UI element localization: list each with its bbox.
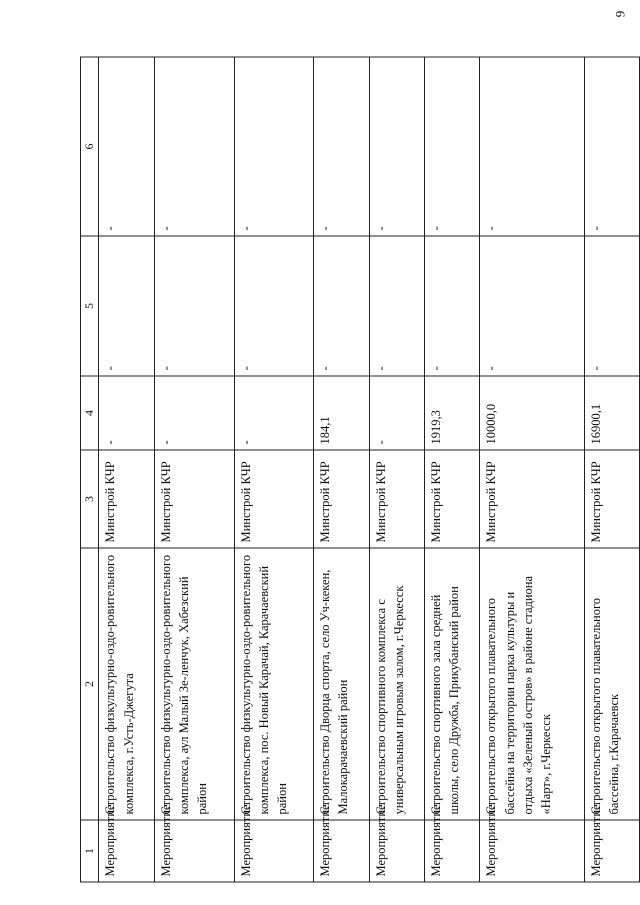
row-org: Минстрой КЧР (234, 450, 314, 548)
row-value-4: - (369, 376, 424, 450)
row-type: Мероприятие (584, 820, 640, 882)
row-name: Строительство спортивного зала средней школы, село Дружба, Прикубанский район (425, 548, 480, 820)
row-name: Строительство открытого плавательного бассейна на территории парка культуры и отдыха «Зеленый остров» в районе стадиона «Нарт», г.Черкесск (480, 548, 584, 820)
row-value-6: - (234, 57, 314, 236)
row-type: Мероприятие (234, 820, 314, 882)
table-row (99, 57, 154, 882)
table-row (234, 57, 314, 882)
table-row (369, 57, 424, 882)
row-org: Минстрой КЧР (369, 450, 424, 548)
row-name: Строительство физкультурно-оздо-ровительного комплекса, пос. Новый Карачай, Карачаевский район (234, 548, 314, 820)
row-type: Мероприятие (314, 820, 369, 882)
column-header: 4 (81, 376, 99, 450)
table-row (480, 57, 584, 882)
row-type: Мероприятие (154, 820, 234, 882)
row-value-4: - (234, 376, 314, 450)
row-value-6: - (314, 57, 369, 236)
row-type: Мероприятие (369, 820, 424, 882)
row-org: Минстрой КЧР (425, 450, 480, 548)
row-name: Строительство физкультурно-оздо-ровительного комплекса, г.Усть-Джегута (99, 548, 154, 820)
row-value-5: - (314, 236, 369, 376)
column-header: 1 (81, 820, 99, 882)
row-value-4: 1919,3 (425, 376, 480, 450)
row-name: Строительство спортивного комплекса с универсальным игровым залом, г.Черкесск (369, 548, 424, 820)
column-header: 6 (81, 57, 99, 236)
row-value-5: - (154, 236, 234, 376)
row-type: Мероприятие (480, 820, 584, 882)
row-name: Строительство открытого плавательного бассейна, г.Карачаевск (584, 548, 640, 820)
row-org: Минстрой КЧР (154, 450, 234, 548)
table-row (154, 57, 234, 882)
row-value-4: - (99, 376, 154, 450)
row-value-4: 184,1 (314, 376, 369, 450)
row-value-5: - (99, 236, 154, 376)
row-value-5: - (369, 236, 424, 376)
row-type: Мероприятие (99, 820, 154, 882)
column-header: 3 (81, 450, 99, 548)
row-org: Минстрой КЧР (480, 450, 584, 548)
row-value-5: - (425, 236, 480, 376)
row-value-5: - (584, 236, 640, 376)
row-name: Строительство физкультурно-оздо-ровительного комплекса, аул Малый Зе-ленчук, Хабезский район (154, 548, 234, 820)
row-value-4: 10000,0 (480, 376, 584, 450)
row-name: Строительство Дворца спорта, село Уч-кекен, Малокарачаевский район (314, 548, 369, 820)
rotated-table-container (80, 58, 640, 883)
page-number: 9 (612, 10, 628, 18)
column-header: 2 (81, 548, 99, 820)
table-row (425, 57, 480, 882)
row-org: Минстрой КЧР (584, 450, 640, 548)
row-value-6: - (154, 57, 234, 236)
row-value-6: - (99, 57, 154, 236)
row-value-5: - (234, 236, 314, 376)
table-row (314, 57, 369, 882)
row-value-4: 16900,1 (584, 376, 640, 450)
row-value-6: - (369, 57, 424, 236)
row-value-5: - (480, 236, 584, 376)
row-value-6: - (480, 57, 584, 236)
row-value-6: - (584, 57, 640, 236)
table-row (584, 57, 640, 882)
row-value-6: - (425, 57, 480, 236)
row-type: Мероприятие (425, 820, 480, 882)
column-header: 5 (81, 236, 99, 376)
row-org: Минстрой КЧР (99, 450, 154, 548)
program-table (80, 57, 640, 883)
header-row (81, 57, 99, 882)
row-value-4: - (154, 376, 234, 450)
row-org: Минстрой КЧР (314, 450, 369, 548)
